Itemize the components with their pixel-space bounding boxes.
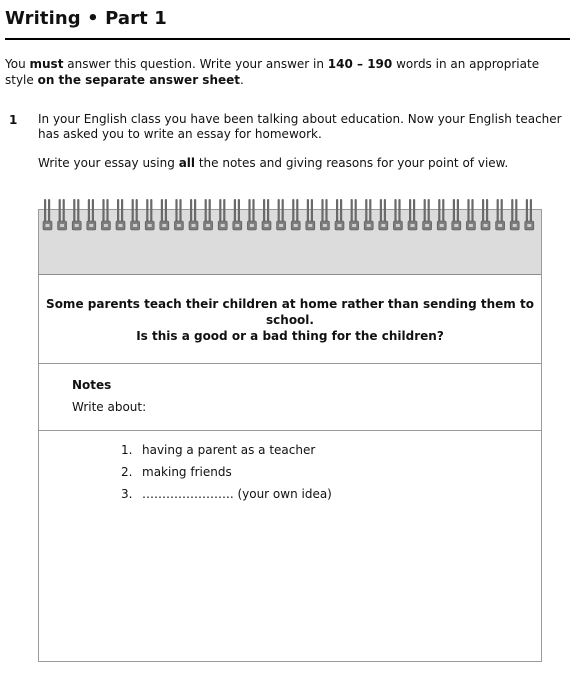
essay-prompt	[39, 296, 541, 344]
question-instruction	[38, 156, 568, 171]
essay-prompt-line-1: Some parents teach their children at home rather than sending them to school.	[46, 297, 534, 327]
list-item: 1. having a parent as a teacher	[121, 443, 316, 457]
question-instruction-all: all	[178, 156, 196, 170]
notebook-divider-1	[39, 363, 541, 364]
instructions-end: .	[240, 73, 244, 87]
notebook-page	[38, 275, 542, 662]
question-instruction-b: the notes and giving reasons for your point of view.	[195, 156, 509, 170]
instructions-text-1: You	[5, 57, 30, 71]
page-title: Writing • Part 1	[5, 8, 167, 29]
notebook-divider-2	[39, 430, 541, 431]
question-number: 1	[9, 113, 18, 127]
list-item: 2. making friends	[121, 465, 232, 479]
essay-prompt-line-2: Is this a good or a bad thing for the children?	[136, 329, 444, 343]
task-instructions	[5, 56, 570, 88]
list-item: 3. ………………….. (your own idea)	[121, 487, 332, 501]
instructions-word-count: 140 – 190	[327, 57, 393, 71]
notes-subheading: Write about:	[72, 400, 147, 414]
question-text: In your English class you have been talking about education. Now your English teacher has asked you to write an essay for homework.	[38, 112, 562, 141]
instructions-must: must	[29, 57, 64, 71]
title-divider	[5, 38, 570, 40]
notebook-illustration	[38, 197, 542, 663]
question-instruction-a: Write your essay using	[38, 156, 179, 170]
spiral-binding-icon	[38, 197, 542, 235]
instructions-text-2: answer this question. Write your answer in	[63, 57, 328, 71]
notes-heading: Notes	[72, 378, 112, 392]
instructions-text-3: words in an appropriate style	[5, 57, 540, 87]
notes-list	[121, 442, 332, 508]
instructions-answer-sheet: on the separate answer sheet	[37, 73, 240, 87]
